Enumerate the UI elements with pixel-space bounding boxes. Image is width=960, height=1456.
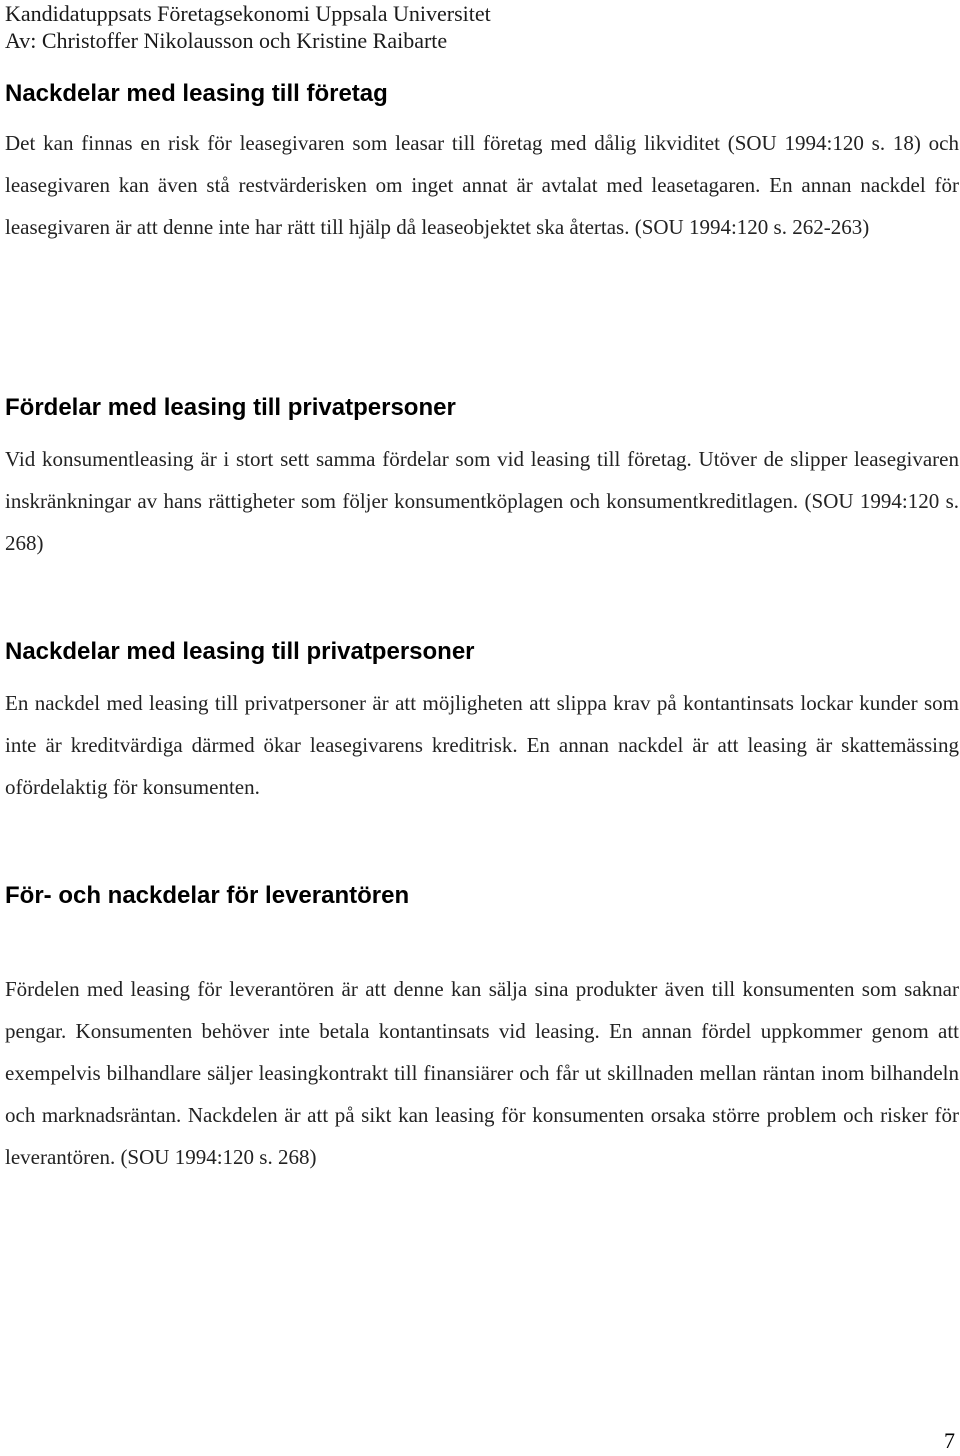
section-heading-leverantoren: För- och nackdelar för leverantören bbox=[5, 882, 410, 909]
section-text-nackdelar-foretag: Det kan finnas en risk för leasegivaren som leasar till företag med dålig likviditet (SOU 1994:120 s. 18) och leasegivaren kan även stå restvärderisken om inget annat är avtalat med leasetagaren. En annan nackdel för leasegivaren är att denne inte har rätt till hjälp då leaseobjektet ska återtas. (SOU 1994:120 s. 262-263) bbox=[5, 131, 959, 239]
section-heading-nackdelar-foretag: Nackdelar med leasing till företag bbox=[5, 80, 388, 107]
section-heading-fordelar-privat: Fördelar med leasing till privatpersoner bbox=[5, 394, 456, 421]
running-header bbox=[5, 0, 491, 54]
section-text-fordelar-privat: Vid konsumentleasing är i stort sett samma fördelar som vid leasing till företag. Utöver de slipper leasegivaren inskränkningar av hans rättigheter som följer konsumentköplagen och konsumentkreditlagen. (SOU 1994:120 s. 268) bbox=[5, 447, 959, 555]
section-text-nackdelar-privat: En nackdel med leasing till privatpersoner är att möjligheten att slippa krav på kontantinsats lockar kunder som inte är kreditvärdiga därmed ökar leasegivarens kreditrisk. En annan nackdel är att leasing är skattemässing ofördelaktig för konsumenten. bbox=[5, 691, 959, 799]
section-text-leverantoren: Fördelen med leasing för leverantören är att denne kan sälja sina produkter även till konsumenten som saknar pengar. Konsumenten behöver inte betala kontantinsats vid leasing. En annan fördel uppkommer genom att exempelvis bilhandlare säljer leasingkontrakt till finansiärer och får ut skillnaden mellan räntan inom bilhandeln och marknadsräntan. Nackdelen är att på sikt kan leasing för konsumenten orsaka större problem och risker för leverantören. (SOU 1994:120 s. 268) bbox=[5, 977, 959, 1169]
header-authors: Av: Christoffer Nikolausson och Kristine Raibarte bbox=[5, 28, 448, 53]
header-title: Kandidatuppsats Företagsekonomi Uppsala Universitet bbox=[5, 1, 491, 26]
page-number: 7 bbox=[944, 1428, 955, 1453]
section-heading-nackdelar-privat: Nackdelar med leasing till privatpersoner bbox=[5, 638, 475, 665]
